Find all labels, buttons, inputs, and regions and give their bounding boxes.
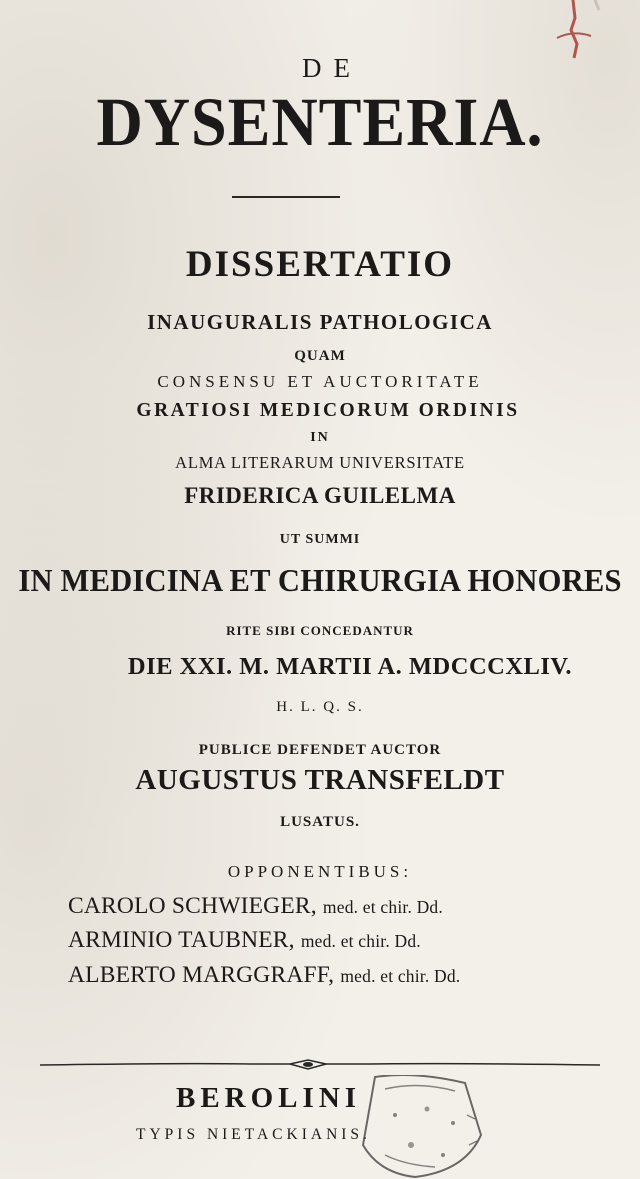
imprint-city: BEROLINI	[176, 1082, 362, 1114]
library-stamp-icon	[355, 1075, 485, 1179]
ornamental-rule	[40, 1059, 600, 1071]
imprint-printer: TYPIS NIETACKIANIS.	[136, 1126, 371, 1143]
opponents-heading: OPPONENTIBUS:	[227, 862, 413, 881]
publice-line: PUBLICE DEFENDET AUCTOR	[198, 742, 442, 758]
opponent-name: CAROLO SCHWIEGER,	[68, 893, 317, 919]
title-prefix: DE	[302, 53, 362, 83]
rite-line: RITE SIBI CONCEDANTUR	[226, 623, 414, 638]
opponent-degree: med. et chir. Dd.	[340, 966, 461, 986]
opponent-name: ALBERTO MARGGRAFF,	[68, 962, 335, 988]
opponent-degree: med. et chir. Dd.	[300, 931, 421, 951]
title-divider	[232, 196, 340, 198]
defense-date: DIE XXI. M. MARTII A. MDCCCXLIV.	[127, 653, 573, 680]
ut-summi-line: UT SUMMI	[279, 532, 361, 547]
author-name: AUGUSTUS TRANSFELDT	[135, 764, 505, 796]
genre-heading: DISSERTATIO	[185, 244, 455, 285]
universitas-line: ALMA LITERARUM UNIVERSITATE	[175, 453, 465, 472]
opponent-row	[68, 964, 460, 988]
honores-line: IN MEDICINA ET CHIRURGIA HONORES	[18, 563, 622, 598]
author-origin: LUSATUS.	[280, 814, 360, 830]
genre-subheading: INAUGURALIS PATHOLOGICA	[147, 310, 493, 334]
opponent-row	[68, 929, 421, 953]
in-line: IN	[310, 430, 330, 445]
opponent-degree: med. et chir. Dd.	[322, 897, 443, 917]
consensu-line: CONSENSU ET AUCTORITATE	[157, 372, 483, 391]
opponent-name: ARMINIO TAUBNER,	[68, 927, 295, 953]
quam-line: QUAM	[294, 348, 346, 364]
university-name: FRIDERICA GUILELMA	[184, 483, 456, 508]
ordinis-line: GRATIOSI MEDICORUM ORDINIS	[136, 400, 520, 421]
opponent-row	[68, 895, 443, 919]
main-title: DYSENTERIA.	[96, 84, 544, 160]
hlqs-line: H. L. Q. S.	[276, 699, 364, 715]
